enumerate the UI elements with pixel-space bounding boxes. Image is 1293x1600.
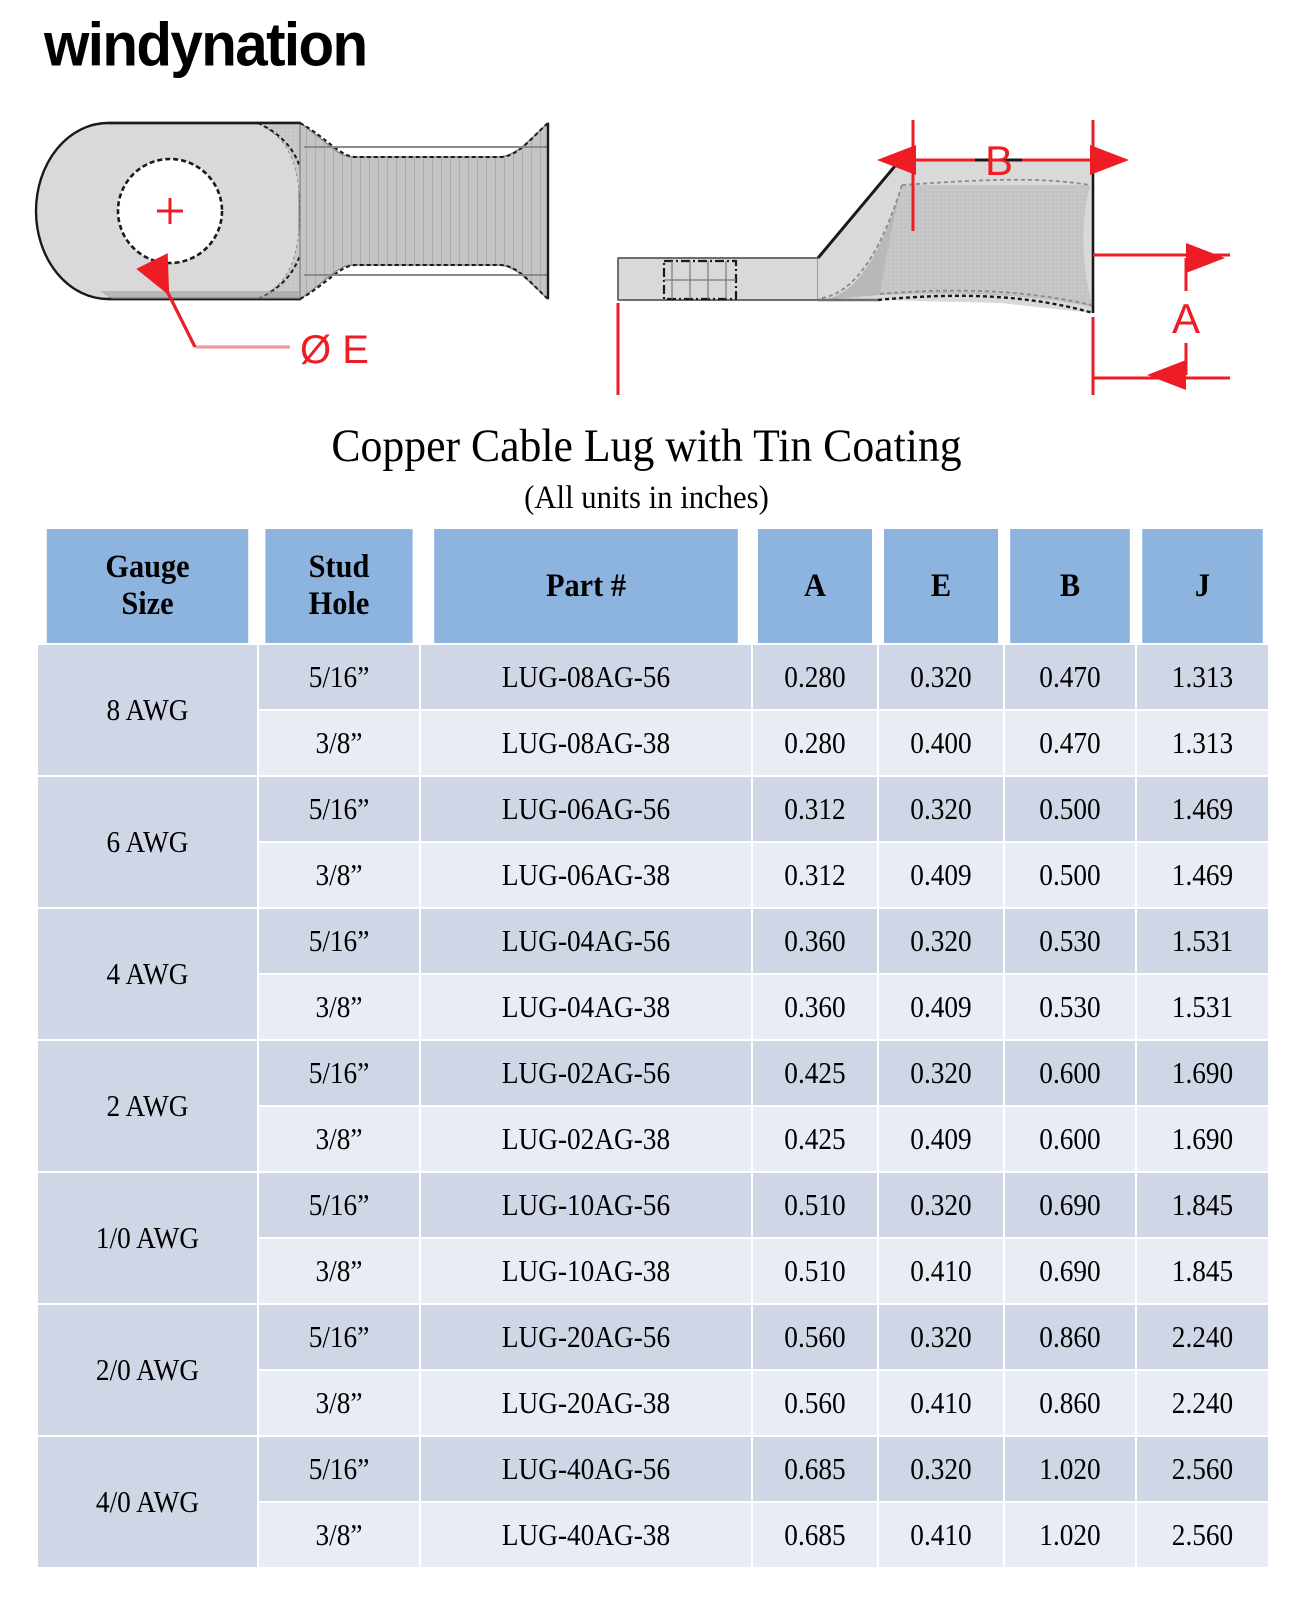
cell-stud-hole: [259, 1173, 419, 1237]
column-header-b: [1010, 529, 1130, 643]
cell-dimension-e: [879, 1239, 1003, 1303]
cell-stud-hole: [259, 975, 419, 1039]
cell-stud-hole-value: 3/8”: [315, 856, 363, 892]
cell-dimension-j: [1137, 1239, 1268, 1303]
cell-part-number: [421, 1371, 751, 1435]
header-line-1: E: [930, 567, 952, 604]
cell-part-number: [421, 1503, 751, 1567]
cell-part-number: [421, 1173, 751, 1237]
cell-gauge-size: [38, 645, 257, 775]
cell-dimension-a: [753, 1239, 877, 1303]
cell-dimension-a: [753, 975, 877, 1039]
cell-dimension-e: [879, 1503, 1003, 1567]
cell-dimension-a: [753, 909, 877, 973]
cell-dimension-e: [879, 909, 1003, 973]
cell-stud-hole: [259, 1371, 419, 1435]
cell-dimension-a-value: 0.560: [784, 1318, 846, 1354]
gauge-size-value: 1/0 AWG: [95, 1219, 200, 1255]
cell-stud-hole: [259, 711, 419, 775]
cell-dimension-e-value: 0.320: [910, 922, 972, 958]
column-header-j: [1142, 529, 1263, 643]
cell-dimension-b-value: 0.860: [1039, 1318, 1101, 1354]
cell-dimension-b-value: 0.500: [1039, 856, 1101, 892]
cell-gauge-size: [38, 1305, 257, 1435]
cell-stud-hole: [259, 1437, 419, 1501]
cell-stud-hole-value: 5/16”: [308, 1186, 370, 1222]
cell-part-number-value: LUG-10AG-38: [501, 1252, 671, 1288]
cell-dimension-b-value: 0.600: [1039, 1054, 1101, 1090]
cell-part-number-value: LUG-10AG-56: [501, 1186, 671, 1222]
cell-stud-hole: [259, 843, 419, 907]
cell-stud-hole: [259, 1041, 419, 1105]
column-header-part-number: [434, 529, 738, 643]
cell-dimension-e-value: 0.410: [910, 1384, 972, 1420]
cell-dimension-b: [1005, 1173, 1135, 1237]
cell-dimension-a: [753, 1107, 877, 1171]
cell-gauge-size: [38, 1173, 257, 1303]
cell-dimension-e-value: 0.320: [910, 790, 972, 826]
cell-dimension-a-value: 0.425: [784, 1120, 846, 1156]
cell-dimension-j: [1137, 1041, 1268, 1105]
cell-dimension-j: [1137, 1107, 1268, 1171]
header-line-2: Size: [121, 586, 174, 622]
cell-dimension-e: [879, 645, 1003, 709]
cell-gauge-size: [38, 777, 257, 907]
cell-dimension-b-value: 1.020: [1039, 1450, 1101, 1486]
cell-dimension-e: [879, 1305, 1003, 1369]
cell-dimension-b: [1005, 843, 1135, 907]
technical-drawings: [0, 95, 1293, 395]
cell-part-number: [421, 1107, 751, 1171]
gauge-size-value: 2 AWG: [106, 1087, 189, 1123]
cell-dimension-j-value: 1.845: [1171, 1186, 1234, 1222]
cell-dimension-e-value: 0.320: [910, 658, 972, 694]
cell-dimension-a-value: 0.360: [784, 988, 846, 1024]
cell-dimension-j-value: 2.560: [1171, 1450, 1234, 1486]
cell-dimension-j: [1137, 975, 1268, 1039]
cell-dimension-a: [753, 711, 877, 775]
cell-dimension-j-value: 1.690: [1171, 1054, 1234, 1090]
cell-dimension-b: [1005, 1371, 1135, 1435]
cell-dimension-b: [1005, 1437, 1135, 1501]
cell-dimension-b-value: 0.600: [1039, 1120, 1101, 1156]
dimension-label-b: B: [984, 137, 1014, 184]
cell-dimension-b: [1005, 1107, 1135, 1171]
cell-dimension-j-value: 1.313: [1171, 724, 1234, 760]
cell-dimension-e: [879, 1173, 1003, 1237]
cell-dimension-j: [1137, 777, 1268, 841]
cell-dimension-b-value: 0.470: [1039, 658, 1101, 694]
cell-part-number: [421, 1305, 751, 1369]
cell-dimension-e: [879, 1041, 1003, 1105]
cell-dimension-b: [1005, 975, 1135, 1039]
cell-stud-hole-value: 5/16”: [308, 922, 370, 958]
cell-dimension-b-value: 0.500: [1039, 790, 1101, 826]
cell-dimension-e-value: 0.320: [910, 1450, 972, 1486]
cell-dimension-a: [753, 645, 877, 709]
cell-part-number-value: LUG-02AG-56: [501, 1054, 671, 1090]
cell-part-number: [421, 645, 751, 709]
cell-stud-hole: [259, 1239, 419, 1303]
cell-dimension-b-value: 1.020: [1039, 1516, 1101, 1552]
cell-stud-hole-value: 5/16”: [308, 1450, 370, 1486]
cell-dimension-e: [879, 777, 1003, 841]
column-header-gauge-size: [47, 529, 248, 643]
cell-dimension-j: [1137, 645, 1268, 709]
cell-dimension-e: [879, 843, 1003, 907]
cell-dimension-a-value: 0.510: [784, 1186, 846, 1222]
cell-dimension-a: [753, 1503, 877, 1567]
cell-part-number-value: LUG-04AG-38: [501, 988, 671, 1024]
cell-part-number: [421, 909, 751, 973]
cell-dimension-e-value: 0.410: [910, 1252, 972, 1288]
cell-dimension-e-value: 0.409: [910, 856, 972, 892]
gauge-size-value: 4 AWG: [106, 955, 189, 991]
cell-dimension-j-value: 1.313: [1171, 658, 1234, 694]
cell-dimension-e-value: 0.320: [910, 1186, 972, 1222]
cell-dimension-j: [1137, 1305, 1268, 1369]
cell-dimension-e-value: 0.400: [910, 724, 972, 760]
cell-stud-hole-value: 3/8”: [315, 1384, 363, 1420]
cell-part-number-value: LUG-20AG-38: [501, 1384, 671, 1420]
cell-stud-hole: [259, 1107, 419, 1171]
cell-dimension-j-value: 1.469: [1171, 790, 1234, 826]
cell-dimension-b-value: 0.860: [1039, 1384, 1101, 1420]
windynation-logo: windynation: [44, 9, 367, 79]
cell-stud-hole-value: 5/16”: [308, 1054, 370, 1090]
cell-dimension-b: [1005, 1305, 1135, 1369]
cell-dimension-b: [1005, 645, 1135, 709]
cell-dimension-e-value: 0.410: [910, 1516, 972, 1552]
cell-dimension-e-value: 0.320: [910, 1054, 972, 1090]
cell-dimension-j-value: 2.560: [1171, 1516, 1234, 1552]
cell-part-number: [421, 843, 751, 907]
cell-gauge-size: [38, 909, 257, 1039]
cell-dimension-e: [879, 1437, 1003, 1501]
table-row: [38, 1173, 1268, 1237]
cell-dimension-j: [1137, 711, 1268, 775]
cell-part-number: [421, 1041, 751, 1105]
cell-dimension-a-value: 0.560: [784, 1384, 846, 1420]
cell-dimension-j: [1137, 1437, 1268, 1501]
table-row: [38, 645, 1268, 709]
table-row: [38, 909, 1268, 973]
table-row: [38, 1041, 1268, 1105]
table-row: [38, 1437, 1268, 1501]
cell-stud-hole-value: 3/8”: [315, 988, 363, 1024]
cell-dimension-e: [879, 711, 1003, 775]
cell-dimension-a-value: 0.510: [784, 1252, 846, 1288]
cell-dimension-b-value: 0.470: [1039, 724, 1101, 760]
cell-gauge-size: [38, 1437, 257, 1567]
lug-side-view: [618, 160, 1093, 313]
cell-dimension-b: [1005, 1239, 1135, 1303]
cell-dimension-j-value: 1.469: [1171, 856, 1234, 892]
cell-part-number-value: LUG-02AG-38: [501, 1120, 671, 1156]
cell-gauge-size: [38, 1041, 257, 1171]
cell-stud-hole: [259, 777, 419, 841]
cell-dimension-j-value: 2.240: [1171, 1318, 1234, 1354]
header-line-1: B: [1059, 567, 1081, 604]
drawings-svg: [0, 95, 1293, 395]
cell-part-number-value: LUG-06AG-56: [501, 790, 671, 826]
cell-part-number-value: LUG-40AG-38: [501, 1516, 671, 1552]
cell-dimension-a: [753, 1173, 877, 1237]
cell-dimension-j-value: 2.240: [1171, 1384, 1234, 1420]
cell-dimension-a: [753, 1041, 877, 1105]
cell-stud-hole-value: 5/16”: [308, 1318, 370, 1354]
specifications-table: [36, 527, 1270, 1569]
cell-dimension-b: [1005, 1503, 1135, 1567]
table-body: [38, 645, 1268, 1567]
callout-label-diameter-e: Ø E: [300, 328, 369, 372]
header-line-1: Part #: [545, 567, 627, 604]
cell-dimension-j-value: 1.690: [1171, 1120, 1234, 1156]
cell-part-number: [421, 1437, 751, 1501]
cell-dimension-b: [1005, 711, 1135, 775]
cell-stud-hole: [259, 645, 419, 709]
cell-dimension-b: [1005, 909, 1135, 973]
header-line-1: Gauge: [105, 549, 190, 586]
cell-dimension-b: [1005, 1041, 1135, 1105]
cell-stud-hole-value: 3/8”: [315, 724, 363, 760]
cell-part-number-value: LUG-08AG-38: [501, 724, 671, 760]
header-line-1: J: [1194, 567, 1211, 604]
dimension-label-a: A: [1171, 295, 1201, 342]
cell-dimension-e-value: 0.409: [910, 988, 972, 1024]
cell-dimension-a: [753, 777, 877, 841]
header-line-1: Stud: [308, 549, 370, 586]
cell-part-number-value: LUG-40AG-56: [501, 1450, 671, 1486]
cell-dimension-e-value: 0.409: [910, 1120, 972, 1156]
table-row: [38, 1305, 1268, 1369]
cell-dimension-a-value: 0.425: [784, 1054, 846, 1090]
column-header-e: [884, 529, 998, 643]
cell-dimension-a: [753, 1305, 877, 1369]
gauge-size-value: 8 AWG: [106, 691, 189, 727]
cell-part-number: [421, 711, 751, 775]
cell-dimension-a: [753, 1437, 877, 1501]
cell-stud-hole: [259, 1305, 419, 1369]
cell-dimension-b-value: 0.690: [1039, 1252, 1101, 1288]
cell-stud-hole-value: 3/8”: [315, 1516, 363, 1552]
cell-dimension-j: [1137, 1173, 1268, 1237]
cell-part-number: [421, 1239, 751, 1303]
cell-dimension-b-value: 0.690: [1039, 1186, 1101, 1222]
cell-stud-hole-value: 3/8”: [315, 1120, 363, 1156]
table-header: [38, 529, 1268, 643]
cell-dimension-a: [753, 1371, 877, 1435]
cell-stud-hole: [259, 909, 419, 973]
column-header-stud-hole: [265, 529, 412, 643]
cell-dimension-a-value: 0.685: [784, 1450, 846, 1486]
cell-stud-hole-value: 5/16”: [308, 790, 370, 826]
cell-dimension-b: [1005, 777, 1135, 841]
cell-part-number-value: LUG-20AG-56: [501, 1318, 671, 1354]
cell-dimension-a-value: 0.280: [784, 724, 846, 760]
cell-dimension-a-value: 0.312: [784, 790, 846, 826]
cell-dimension-j-value: 1.845: [1171, 1252, 1234, 1288]
cell-dimension-e: [879, 1371, 1003, 1435]
cell-dimension-j: [1137, 843, 1268, 907]
column-header-a: [758, 529, 872, 643]
cell-part-number-value: LUG-06AG-38: [501, 856, 671, 892]
cell-dimension-b-value: 0.530: [1039, 988, 1101, 1024]
cell-dimension-j: [1137, 1371, 1268, 1435]
cell-stud-hole: [259, 1503, 419, 1567]
cell-dimension-a-value: 0.312: [784, 856, 846, 892]
lug-top-view: [36, 123, 548, 347]
cell-dimension-j: [1137, 1503, 1268, 1567]
cell-dimension-a-value: 0.685: [784, 1516, 846, 1552]
cell-dimension-j-value: 1.531: [1171, 922, 1234, 958]
table-header-row: [38, 529, 1268, 643]
header-line-2: Hole: [308, 586, 370, 622]
cell-dimension-e-value: 0.320: [910, 1318, 972, 1354]
table-row: [38, 777, 1268, 841]
cell-part-number-value: LUG-04AG-56: [501, 922, 671, 958]
gauge-size-value: 4/0 AWG: [95, 1483, 200, 1519]
header-line-1: A: [804, 567, 826, 604]
gauge-size-value: 2/0 AWG: [95, 1351, 200, 1387]
gauge-size-value: 6 AWG: [106, 823, 189, 859]
cell-dimension-e: [879, 975, 1003, 1039]
cell-dimension-a-value: 0.360: [784, 922, 846, 958]
page-title: Copper Cable Lug with Tin Coating: [331, 420, 962, 472]
page-subtitle: (All units in inches): [524, 480, 769, 516]
cell-dimension-a: [753, 843, 877, 907]
cell-stud-hole-value: 5/16”: [308, 658, 370, 694]
cell-part-number: [421, 975, 751, 1039]
cell-dimension-a-value: 0.280: [784, 658, 846, 694]
cell-dimension-e: [879, 1107, 1003, 1171]
cell-stud-hole-value: 3/8”: [315, 1252, 363, 1288]
cell-part-number: [421, 777, 751, 841]
cell-part-number-value: LUG-08AG-56: [501, 658, 671, 694]
cell-dimension-j: [1137, 909, 1268, 973]
cell-dimension-b-value: 0.530: [1039, 922, 1101, 958]
cell-dimension-j-value: 1.531: [1171, 988, 1234, 1024]
